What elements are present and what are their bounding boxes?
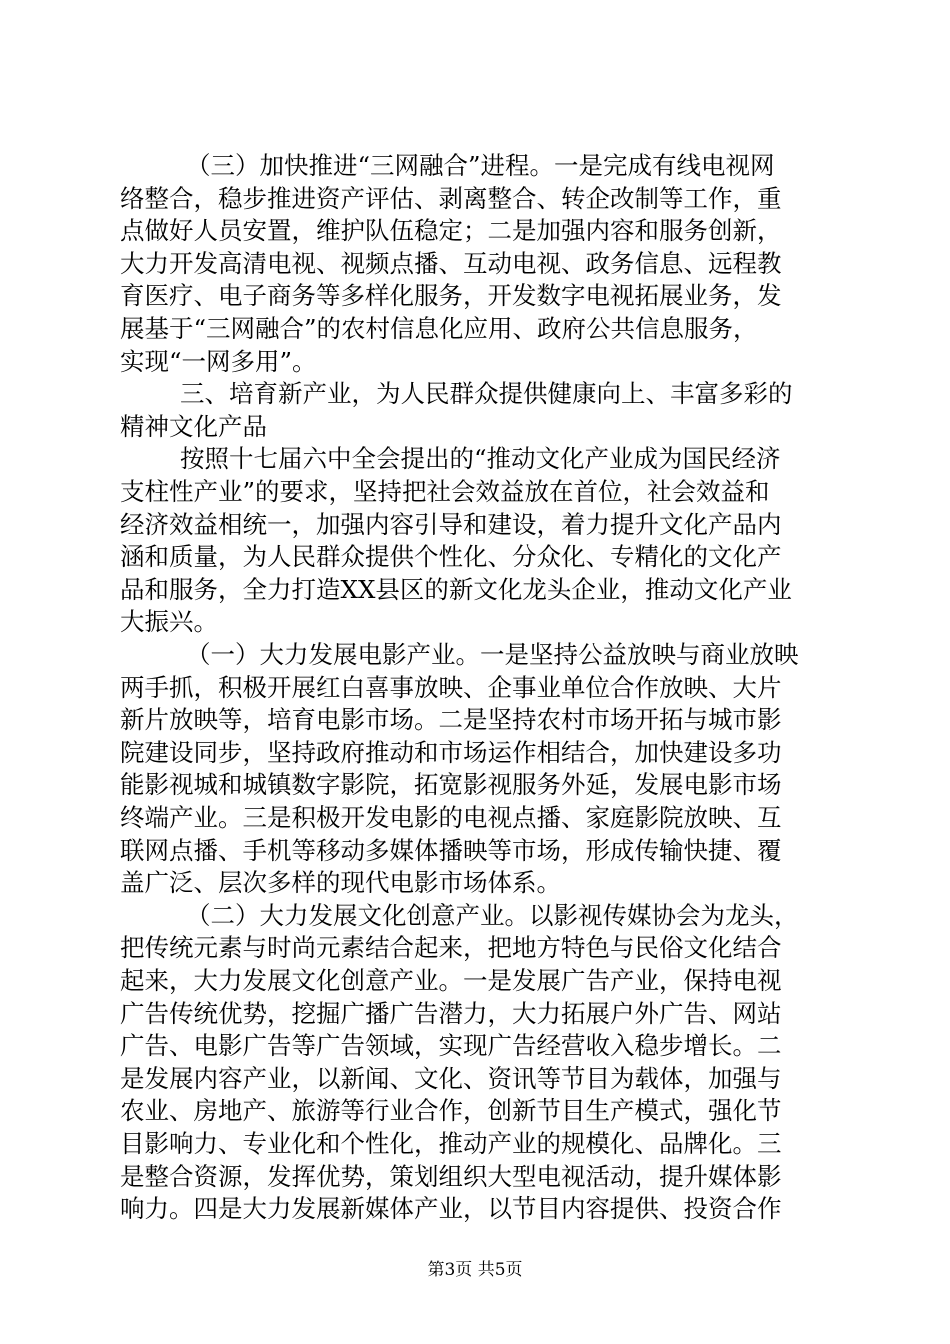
- text-line: 点做好人员安置，维护队伍稳定；二是加强内容和服务创新，: [120, 216, 782, 246]
- text-line: 广告传统优势，挖掘广播广告潜力，大力拓展户外广告、网站: [120, 998, 782, 1028]
- text-line: 广告、电影广告等广告领域，实现广告经营收入稳步增长。二: [120, 1031, 782, 1061]
- text-line: 盖广泛、层次多样的现代电影市场体系。: [120, 868, 561, 898]
- text-line: （三）加快推进“三网融合”进程。一是完成有线电视网: [186, 151, 775, 180]
- text-line: 是发展内容产业，以新闻、文化、资讯等节目为载体，加强与: [120, 1063, 782, 1093]
- text-line: 展基于“三网融合”的农村信息化应用、政府公共信息服务，: [120, 314, 758, 343]
- text-line: 目影响力、专业化和个性化，推动产业的规模化、品牌化。三: [120, 1129, 782, 1158]
- page-number-footer: 第3页 共5页: [427, 1260, 523, 1280]
- text-line: 品和服务，全力打造XX县区的新文化龙头企业，推动文化产业: [120, 574, 792, 604]
- text-line: 是整合资源，发挥优势，策划组织大型电视活动，提升媒体影: [120, 1161, 782, 1191]
- text-line: 经济效益相统一，加强内容引导和建设，着力提升文化产品内: [120, 509, 782, 539]
- section-heading-line: 精神文化产品: [120, 411, 267, 441]
- text-line: 起来，大力发展文化创意产业。一是发展广告产业，保持电视: [120, 966, 782, 995]
- text-line: 育医疗、电子商务等多样化服务，开发数字电视拓展业务，发: [120, 281, 782, 311]
- text-line: 终端产业。三是积极开发电影的电视点播、家庭影院放映、互: [120, 803, 782, 832]
- text-line: 按照十七届六中全会提出的“推动文化产业成为国民经济: [180, 444, 781, 474]
- text-line: 大振兴。: [120, 607, 218, 637]
- text-line: 大力开发高清电视、视频点播、互动电视、政务信息、远程教: [120, 248, 782, 278]
- text-line: 院建设同步，坚持政府推动和市场运作相结合，加快建设多功: [120, 737, 782, 767]
- text-line: 联网点播、手机等移动多媒体播映等市场，形成传输快捷、覆: [120, 835, 782, 865]
- text-line: 能影视城和城镇数字影院，拓宽影视服务外延，发展电影市场: [120, 770, 782, 800]
- text-line: （一）大力发展电影产业。一是坚持公益放映与商业放映: [186, 640, 799, 669]
- text-line: 新片放映等，培育电影市场。二是坚持农村市场开拓与城市影: [120, 705, 782, 735]
- section-heading-line: 三、培育新产业，为人民群众提供健康向上、丰富多彩的: [180, 379, 793, 409]
- text-line: 支柱性产业”的要求，坚持把社会效益放在首位，社会效益和: [120, 477, 770, 506]
- text-line: 响力。四是大力发展新媒体产业，以节目内容提供、投资合作: [120, 1194, 782, 1224]
- text-line: 把传统元素与时尚元素结合起来，把地方特色与民俗文化结合: [120, 933, 782, 963]
- text-line: 络整合，稳步推进资产评估、剥离整合、转企改制等工作，重: [120, 183, 782, 213]
- text-line: 两手抓，积极开展红白喜事放映、企事业单位合作放映、大片: [120, 672, 782, 702]
- text-line: 实现“一网多用”。: [120, 346, 317, 376]
- text-line: 涵和质量，为人民群众提供个性化、分众化、专精化的文化产: [120, 542, 782, 572]
- text-line: （二）大力发展文化创意产业。以影视传媒协会为龙头，: [186, 900, 799, 930]
- text-line: 农业、房地产、旅游等行业合作，创新节目生产模式，强化节: [120, 1096, 782, 1126]
